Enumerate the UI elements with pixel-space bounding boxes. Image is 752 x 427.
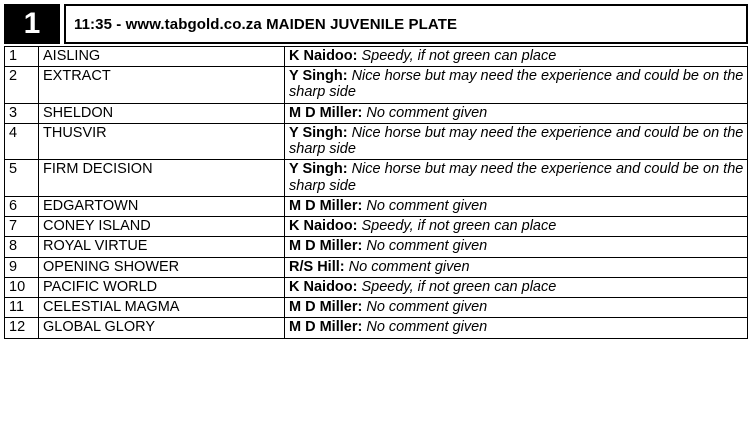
table-row [5,160,748,196]
runner-number: 4 [5,123,39,159]
runner-number: 3 [5,103,39,123]
horse-name: CELESTIAL MAGMA [39,298,285,318]
horse-name: CONEY ISLAND [39,217,285,237]
horse-name: PACIFIC WORLD [39,277,285,297]
runner-number: 2 [5,67,39,103]
jockey-name: M D Miller: [289,197,363,214]
table-row [5,123,748,159]
comment-text: No comment given [366,197,488,214]
comment-text: No comment given [348,258,470,275]
jockey-name: Y Singh: [289,124,348,141]
horse-name: ROYAL VIRTUE [39,237,285,257]
comment-text: Speedy, if not green can place [361,48,557,64]
runner-number: 11 [5,298,39,318]
race-number-badge: 1 [4,4,60,44]
runners-table [4,46,748,339]
table-row [5,103,748,123]
jockey-name: M D Miller: [289,299,363,316]
horse-name: EXTRACT [39,67,285,103]
jockey-name: K Naidoo: [289,218,358,235]
runner-number: 1 [5,47,39,67]
race-card [4,4,748,339]
horse-name: AISLING [39,47,285,67]
runner-comment-cell [285,160,748,196]
comment-text: Nice horse but may need the experience and could be on the sharp side [289,68,744,101]
runner-comment-cell [285,67,748,103]
horse-name: GLOBAL GLORY [39,318,285,338]
race-header [4,4,748,44]
table-row [5,196,748,216]
runner-number: 7 [5,217,39,237]
table-row [5,217,748,237]
jockey-name: Y Singh: [289,161,348,178]
runner-number: 8 [5,237,39,257]
table-row [5,298,748,318]
table-row [5,318,748,338]
race-title-box [64,4,748,44]
horse-name: SHELDON [39,103,285,123]
comment-text: No comment given [366,104,488,121]
comment-text: No comment given [366,238,488,255]
runner-comment-cell [285,217,748,237]
runner-number: 6 [5,196,39,216]
table-row [5,67,748,103]
comment-text: Nice horse but may need the experience and could be on the sharp side [289,124,744,158]
jockey-name: K Naidoo: [289,48,358,64]
table-row [5,257,748,277]
runner-comment-cell [285,318,748,338]
runner-number: 9 [5,257,39,277]
comment-text: No comment given [366,299,488,316]
comment-text: Speedy, if not green can place [361,218,557,235]
runner-comment-cell [285,298,748,318]
runner-number: 5 [5,160,39,196]
runner-number: 12 [5,318,39,338]
table-row [5,47,748,67]
comment-text: Nice horse but may need the experience and could be on the sharp side [289,161,744,194]
runner-comment-cell [285,237,748,257]
runners-table-body [5,47,748,339]
horse-name: EDGARTOWN [39,196,285,216]
horse-name: OPENING SHOWER [39,257,285,277]
jockey-name: Y Singh: [289,68,348,85]
runner-number: 10 [5,277,39,297]
jockey-name: M D Miller: [289,104,363,121]
horse-name: THUSVIR [39,123,285,159]
jockey-name: M D Miller: [289,319,363,336]
horse-name: FIRM DECISION [39,160,285,196]
runner-comment-cell [285,277,748,297]
runner-comment-cell [285,47,748,67]
table-row [5,277,748,297]
runner-comment-cell [285,103,748,123]
runner-comment-cell [285,257,748,277]
jockey-name: K Naidoo: [289,278,358,295]
comment-text: No comment given [366,319,488,336]
jockey-name: M D Miller: [289,238,363,255]
jockey-name: R/S Hill: [289,258,345,275]
table-row [5,237,748,257]
runner-comment-cell [285,196,748,216]
runner-comment-cell [285,123,748,159]
race-title: 11:35 - www.tabgold.co.za MAIDEN JUVENILE PLATE [74,15,458,33]
comment-text: Speedy, if not green can place [361,278,557,295]
